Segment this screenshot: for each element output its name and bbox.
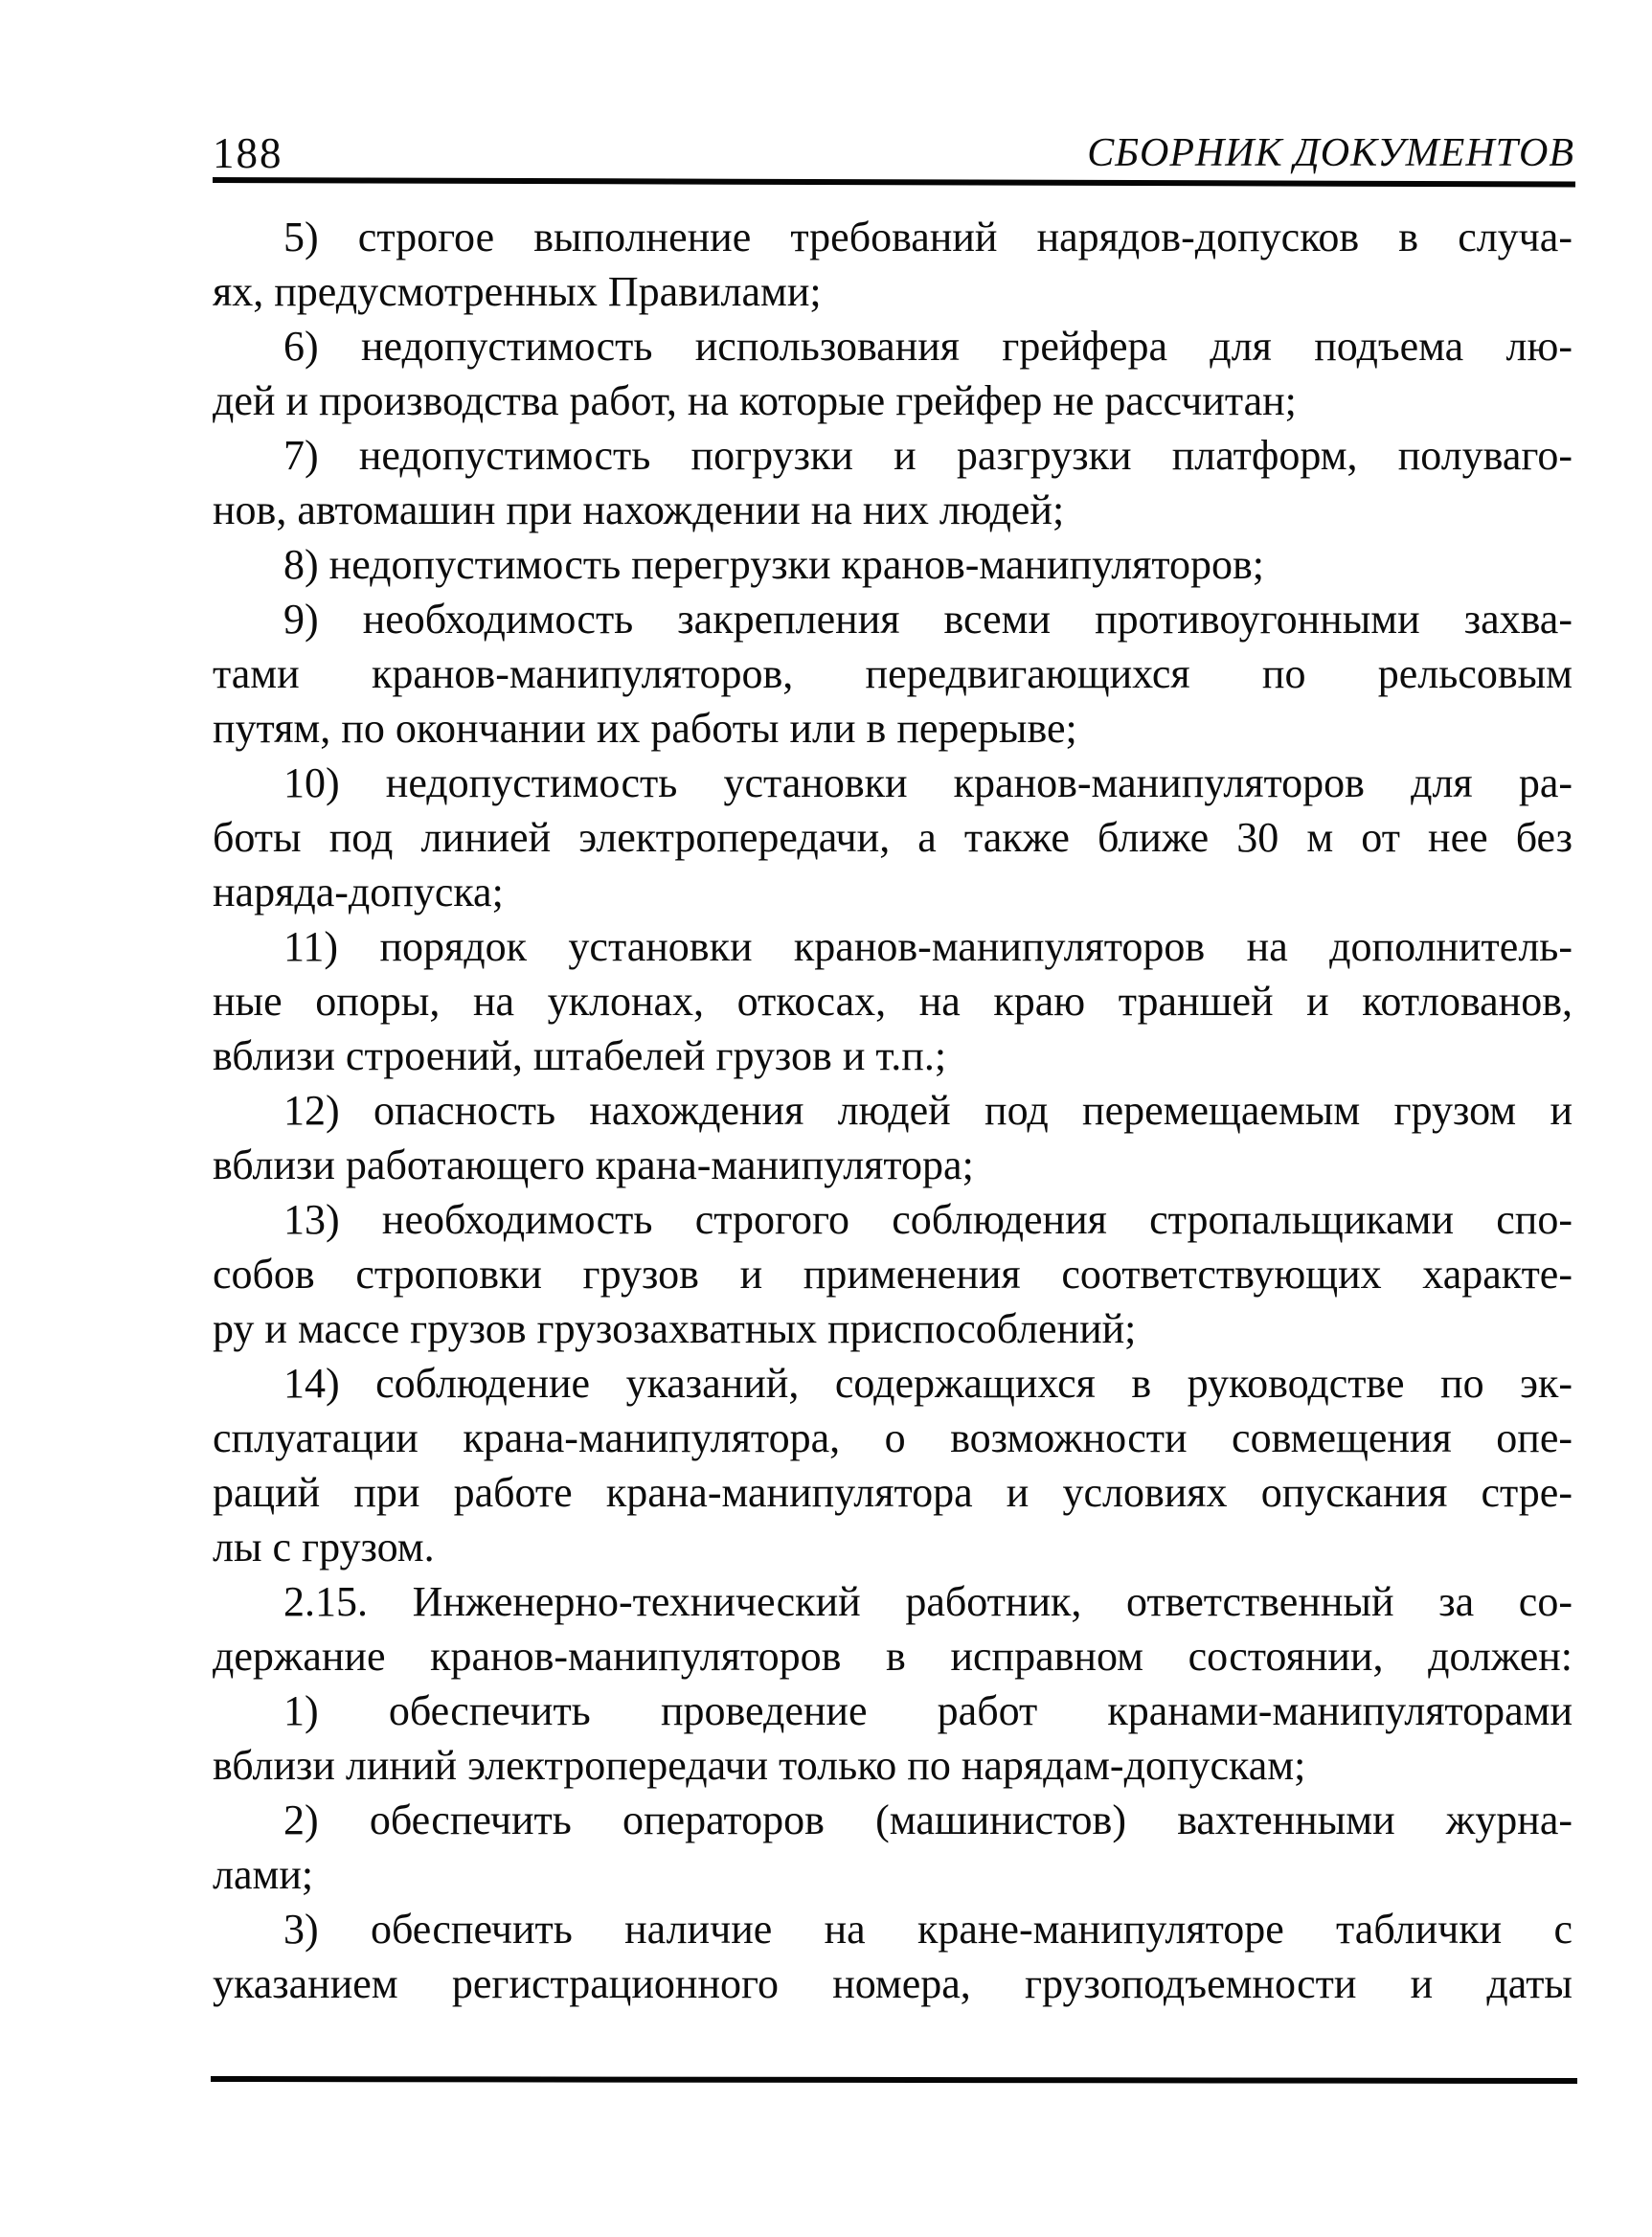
text-line: 14) соблюдение указаний, содержащихся в руководстве по эк- [283,1360,1573,1407]
header-rule [213,177,1575,187]
text-line: 8) недопустимость перегрузки кранов-манипуляторов; [283,541,1265,588]
text-line: 2) обеспечить операторов (машинистов) вахтенными журна- [283,1796,1573,1843]
text-line: ру и массе грузов грузозахватных приспособлений; [213,1305,1137,1352]
text-line: лы с грузом. [213,1524,435,1570]
text-line: собов строповки грузов и применения соответствующих характе- [213,1251,1573,1298]
text-line: держание кранов-манипуляторов в исправном состоянии, должен: [213,1633,1573,1680]
page-number: 188 [213,129,283,177]
text-line: 2.15. Инженерно-технический работник, ответственный за со- [283,1578,1573,1625]
text-line: наряда-допуска; [213,869,504,915]
text-line: 10) недопустимость установки кранов-манипуляторов для ра- [283,759,1573,806]
text-line: лами; [213,1851,314,1898]
text-line: дей и производства работ, на которые грейфер не рассчитан; [213,377,1297,424]
text-line: 5) строгое выполнение требований нарядов-допусков в случа- [283,214,1573,260]
text-line: нов, автомашин при нахождении на них людей; [213,486,1065,533]
text-line: вблизи линий электропередачи только по нарядам-допускам; [213,1742,1306,1789]
text-line: 13) необходимость строгого соблюдения стропальщиками спо- [283,1196,1573,1243]
text-line: вблизи работающего крана-манипулятора; [213,1141,974,1188]
text-line: тами кранов-манипуляторов, передвигающихся по рельсовым [213,650,1573,697]
text-line: раций при работе крана-манипулятора и условиях опускания стре- [213,1469,1573,1516]
text-line: ные опоры, на уклонах, откосах, на краю траншей и котлованов, [213,978,1573,1025]
footer-rule [211,2076,1577,2084]
text-line: указанием регистрационного номера, грузоподъемности и даты [213,1960,1573,2007]
text-line: путям, по окончании их работы или в перерыве; [213,705,1077,752]
text-line: 9) необходимость закрепления всеми противоугонными захва- [283,596,1573,643]
text-line: сплуатации крана-манипулятора, о возможности совмещения опе- [213,1414,1573,1461]
text-line: 1) обеспечить проведение работ кранами-манипуляторами [283,1687,1573,1734]
text-line: 12) опасность нахождения людей под перемещаемым грузом и [283,1087,1573,1134]
text-line: 6) недопустимость использования грейфера для подъема лю- [283,323,1573,370]
text-line: вблизи строений, штабелей грузов и т.п.; [213,1032,947,1079]
text-body [213,210,1573,2011]
running-header-title: СБОРНИК ДОКУМЕНТОВ [1087,131,1574,175]
text-line: 7) недопустимость погрузки и разгрузки платформ, полуваго- [283,432,1573,479]
text-line: 3) обеспечить наличие на кране-манипуляторе таблички с [283,1906,1573,1953]
text-line: боты под линией электропередачи, а также ближе 30 м от нее без [213,814,1573,861]
text-line: ях, предусмотренных Правилами; [213,268,822,315]
text-line: 11) порядок установки кранов-манипуляторов на дополнитель- [283,923,1573,970]
